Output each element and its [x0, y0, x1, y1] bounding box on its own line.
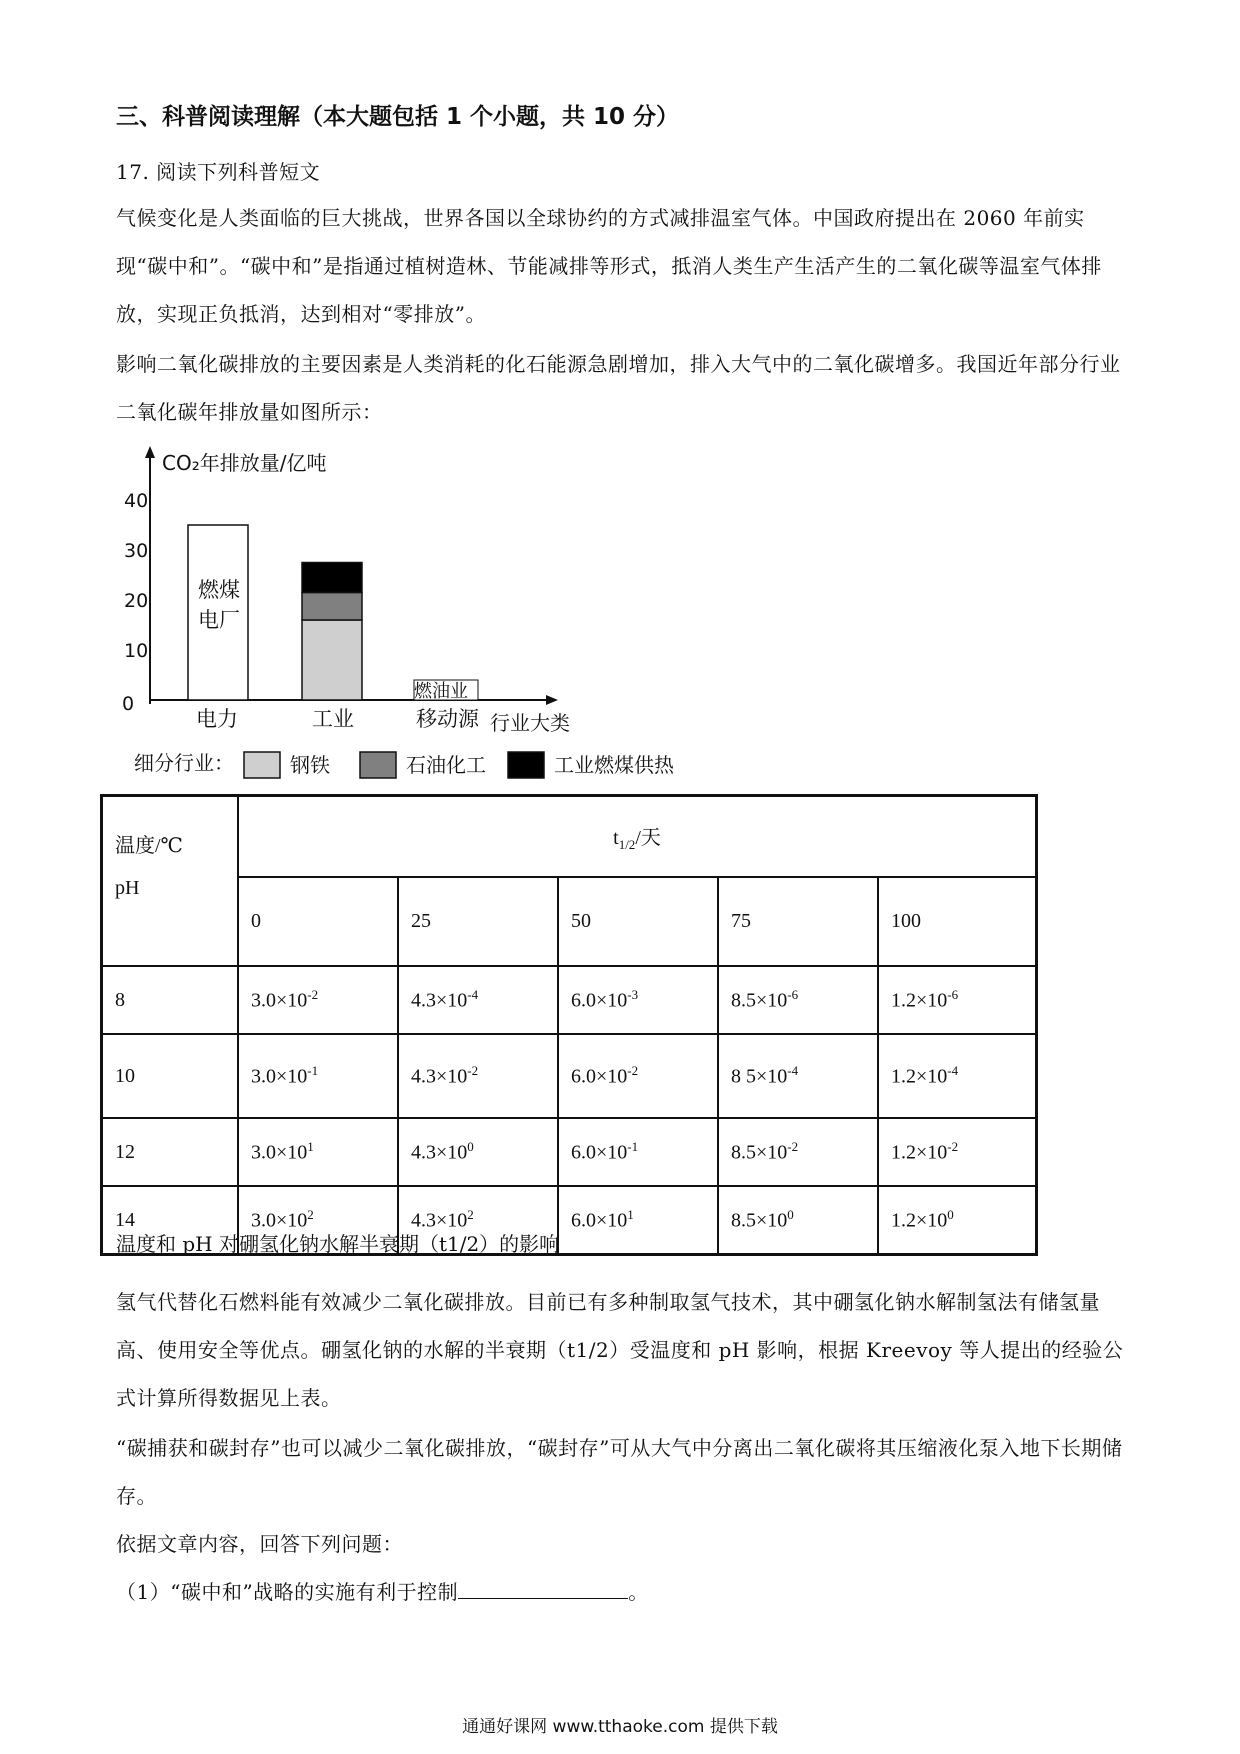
question-1-end: 。 [628, 1580, 649, 1604]
half-life-cell: $3.0\times 10^1$ [238, 1118, 398, 1186]
paragraph-carbon-neutral: 气候变化是人类面临的巨大挑战，世界各国以全球协约的方式减排温室气体。中国政府提出在 2060 年前实现“碳中和”。“碳中和”是指通过植树造林、节能减排等形式，抵消人类生产生活产生的二氧化碳等温室气体排放，实现正负抵消，达到相对“零排放”。 [116, 206, 1102, 326]
half-life-cell: $6.0\times 10^1$ [558, 1186, 718, 1255]
half-life-subscript: 1/2 [618, 836, 636, 852]
paragraph-instruction: 依据文章内容，回答下列问题： [116, 1532, 403, 1556]
bar-mobile-label: 燃油业 [414, 681, 468, 702]
half-life-cell: $6.0\times 10^{-3}$ [558, 966, 718, 1034]
legend-label: 钢铁 [290, 753, 330, 777]
paragraph-hydrogen: 氢气代替化石燃料能有效减少二氧化碳排放。目前已有多种制取氢气技术，其中硼氢化钠水解制氢法有储氢量高、使用安全等优点。硼氢化钠的水解的半衰期（t1/2）受温度和 pH 影响，根据 Kreevoy 等人提出的经验公式计算所得数据见上表。 [116, 1290, 1124, 1410]
half-life-symbol: t [613, 826, 619, 849]
legend-label: 石油化工 [406, 753, 486, 777]
question-1 [116, 1568, 1136, 1616]
half-life-cell: $6.0\times 10^{-2}$ [558, 1034, 718, 1118]
half-life-cell: $1.2\times 10^0$ [878, 1186, 1037, 1255]
bar-industry-segment [302, 620, 362, 700]
x-category-label: 工业 [312, 707, 354, 731]
half-life-cell: $1.2\times 10^{-4}$ [878, 1034, 1037, 1118]
half-life-cell: $3.0\times 10^{-2}$ [238, 966, 398, 1034]
table-row [102, 966, 1037, 1034]
temp-header-0: 0 [238, 877, 398, 966]
half-life-header [238, 796, 1037, 878]
paragraph-carbon-capture: “碳捕获和碳封存”也可以减少二氧化碳排放，“碳封存”可从大气中分离出二氧化碳将其压缩液化泵入地下长期储存。 [116, 1436, 1123, 1508]
question-heading: 17. 阅读下列科普短文 [116, 160, 321, 184]
y-axis-arrow [145, 446, 155, 458]
legend-label: 工业燃煤供热 [554, 753, 674, 777]
table-caption: 温度和 pH 对硼氢化钠水解半衰期（t1/2）的影响 [116, 1232, 560, 1256]
x-axis-arrow [546, 695, 558, 705]
bar-power-label: 电厂 [198, 608, 240, 632]
y-tick-label: 10 [124, 640, 149, 662]
half-life-cell: $4.3\times 10^2$ [398, 1186, 558, 1255]
x-category-label: 电力 [196, 707, 238, 731]
ph-cell: 8 [102, 966, 239, 1034]
temp-header-50: 50 [558, 877, 718, 966]
half-life-cell: $4.3\times 10^{-4}$ [398, 966, 558, 1034]
co2-emission-chart [110, 440, 710, 800]
section-title: 三、科普阅读理解（本大题包括 1 个小题，共 10 分） [116, 104, 680, 130]
corner-ph-label: pH [115, 877, 140, 899]
half-life-cell: $8.5\times 10^{-6}$ [718, 966, 878, 1034]
corner-temp-label: 温度/℃ [115, 835, 183, 857]
x-category-label: 移动源 [416, 707, 479, 731]
half-life-cell: $6.0\times 10^{-1}$ [558, 1118, 718, 1186]
half-life-cell: $8.5\times 10^{-2}$ [718, 1118, 878, 1186]
bar-industry-segment [302, 593, 362, 621]
legend-title: 细分行业： [134, 751, 234, 775]
ph-cell: 10 [102, 1034, 239, 1118]
y-tick-label: 20 [124, 590, 149, 612]
bar-power-label: 燃煤 [198, 578, 240, 602]
y-tick-label: 0 [122, 693, 135, 715]
half-life-cell: $4.3\times 10^0$ [398, 1118, 558, 1186]
y-tick-label: 30 [124, 540, 149, 562]
half-life-cell: $3.0\times 10^{-1}$ [238, 1034, 398, 1118]
legend-swatch [360, 752, 396, 778]
page-footer: 通通好课网 www.tthaoke.com 提供下载 [462, 1717, 778, 1737]
bar-industry-segment [302, 563, 362, 593]
temp-header-75: 75 [718, 877, 878, 966]
x-axis-label: 行业大类 [490, 711, 570, 735]
half-life-cell: 8 $5\times 10^{-4}$ [718, 1034, 878, 1118]
y-tick-label: 40 [124, 490, 149, 512]
half-life-cell: $1.2\times 10^{-2}$ [878, 1118, 1037, 1186]
half-life-cell: $3.0\times 10^2$ [238, 1186, 398, 1255]
ph-cell: 14 [102, 1186, 239, 1255]
y-axis-label: CO₂年排放量/亿吨 [162, 451, 327, 475]
table-row [102, 1118, 1037, 1186]
answer-blank[interactable] [458, 1578, 628, 1599]
paragraph-emission-factors: 影响二氧化碳排放的主要因素是人类消耗的化石能源急剧增加，排入大气中的二氧化碳增多。我国近年部分行业二氧化碳年排放量如图所示： [116, 352, 1121, 424]
ph-cell: 12 [102, 1118, 239, 1186]
table-row [102, 1034, 1037, 1118]
temp-header-100: 100 [878, 877, 1037, 966]
half-life-table [100, 794, 1038, 1256]
table-corner-header [102, 796, 239, 967]
temp-header-25: 25 [398, 877, 558, 966]
legend-swatch [244, 752, 280, 778]
half-life-cell: $1.2\times 10^{-6}$ [878, 966, 1037, 1034]
half-life-unit: /天 [635, 826, 661, 849]
half-life-cell: $4.3\times 10^{-2}$ [398, 1034, 558, 1118]
half-life-cell: $8.5\times 10^0$ [718, 1186, 878, 1255]
legend-swatch [508, 752, 544, 778]
question-1-text: （1）“碳中和”战略的实施有利于控制 [116, 1580, 459, 1604]
